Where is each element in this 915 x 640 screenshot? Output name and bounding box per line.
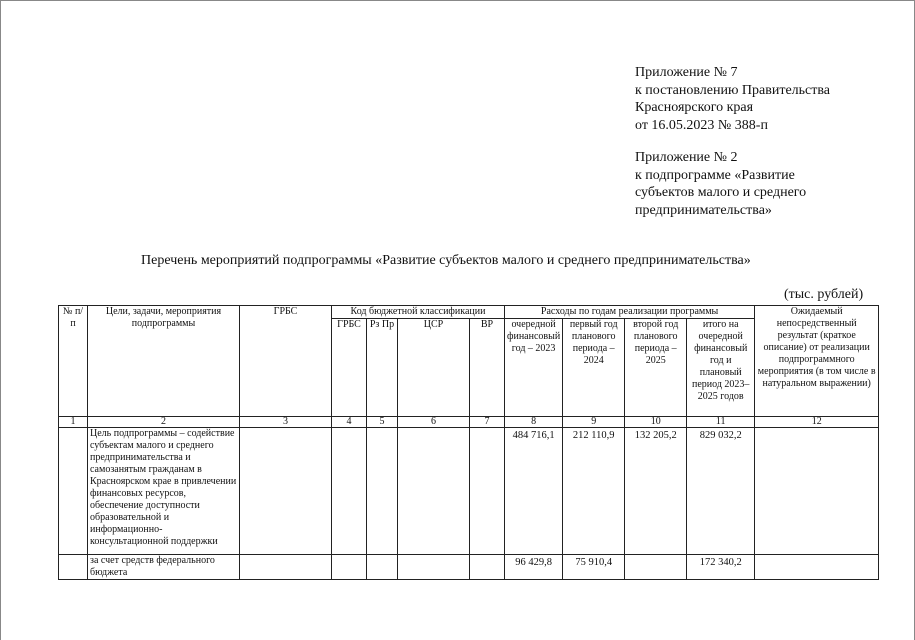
column-number: 3 <box>240 417 332 428</box>
header-code-csr: ЦСР <box>398 319 470 417</box>
header-num: № п/п <box>59 306 88 417</box>
cell-amount-total: 829 032,2 <box>687 428 755 555</box>
units-label: (тыс. рублей) <box>784 287 864 302</box>
column-number: 5 <box>367 417 398 428</box>
column-numbers-row <box>59 417 879 428</box>
table-row <box>59 428 879 555</box>
column-number: 1 <box>59 417 88 428</box>
column-number: 8 <box>505 417 563 428</box>
measures-table <box>58 305 879 580</box>
appendix-2-header <box>635 149 806 219</box>
header-goals: Цели, задачи, мероприятия подпрограммы <box>88 306 240 417</box>
cell-code-rzpr <box>367 428 398 555</box>
cell-code-vr <box>470 555 505 580</box>
header-year-2025: второй год планового периода – 2025 <box>625 319 687 417</box>
column-number: 9 <box>563 417 625 428</box>
column-number: 10 <box>625 417 687 428</box>
appendix-2-line: предпринимательства» <box>635 202 772 218</box>
column-number: 2 <box>88 417 240 428</box>
cell-amount-2024: 75 910,4 <box>563 555 625 580</box>
cell-grbs <box>240 555 332 580</box>
appendix-2-line: к подпрограмме «Развитие <box>635 167 795 183</box>
header-expenses: Расходы по годам реализации программы <box>505 306 755 319</box>
cell-code-csr <box>398 428 470 555</box>
cell-num <box>59 555 88 580</box>
cell-code-grbs <box>332 555 367 580</box>
header-code-grbs: ГРБС <box>332 319 367 417</box>
table-row <box>59 555 879 580</box>
appendix-2-line: субъектов малого и среднего <box>635 185 807 200</box>
cell-expected-result <box>755 555 879 580</box>
cell-goal-text: за счет средств федерального бюджета <box>88 555 240 580</box>
column-number: 6 <box>398 417 470 428</box>
header-total: итого на очередной финансовый год и плановый период 2023–2025 годов <box>687 319 755 417</box>
cell-code-csr <box>398 555 470 580</box>
cell-amount-2024: 212 110,9 <box>563 428 625 555</box>
header-code-rzpr: Рз Пр <box>367 319 398 417</box>
appendix-7-header <box>635 64 830 134</box>
page-border-top <box>0 0 915 1</box>
cell-expected-result <box>755 428 879 555</box>
cell-amount-2025: 132 205,2 <box>625 428 687 555</box>
cell-code-rzpr <box>367 555 398 580</box>
cell-amount-2023: 96 429,8 <box>505 555 563 580</box>
cell-amount-total: 172 340,2 <box>687 555 755 580</box>
cell-code-grbs <box>332 428 367 555</box>
cell-amount-2025 <box>625 555 687 580</box>
cell-num <box>59 428 88 555</box>
column-number: 11 <box>687 417 755 428</box>
header-row-1 <box>59 306 879 319</box>
document-title: Перечень мероприятий подпрограммы «Развитие субъектов малого и среднего предпринимательства» <box>141 253 751 268</box>
header-code-vr: ВР <box>470 319 505 417</box>
appendix-7-line: Красноярского края <box>635 100 754 115</box>
header-year-2023: очередной финансовый год – 2023 <box>505 319 563 417</box>
header-grbs: ГРБС <box>240 306 332 417</box>
cell-amount-2023: 484 716,1 <box>505 428 563 555</box>
header-budget-code: Код бюджетной классификации <box>332 306 505 319</box>
column-number: 12 <box>755 417 879 428</box>
appendix-7-line: к постановлению Правительства <box>635 82 831 98</box>
cell-code-vr <box>470 428 505 555</box>
page-border-left <box>0 0 1 640</box>
column-number: 4 <box>332 417 367 428</box>
column-number: 7 <box>470 417 505 428</box>
appendix-7-line: Приложение № 7 <box>635 65 738 80</box>
appendix-7-line: от 16.05.2023 № 388-п <box>635 117 768 133</box>
header-expected-result: Ожидаемый непосредственный результат (краткое описание) от реализации подпрограммного мероприятия (в том числе в натуральном выражении) <box>755 306 879 417</box>
header-year-2024: первый год планового периода – 2024 <box>563 319 625 417</box>
appendix-2-line: Приложение № 2 <box>635 150 738 165</box>
cell-goal-text: Цель подпрограммы – содействие субъектам малого и среднего предпринимательства и самозанятым гражданам в Красноярском крае в привлечении финансовых ресурсов, обеспечение доступности образовательной и информационно-консультационной поддержки <box>88 428 240 555</box>
cell-grbs <box>240 428 332 555</box>
